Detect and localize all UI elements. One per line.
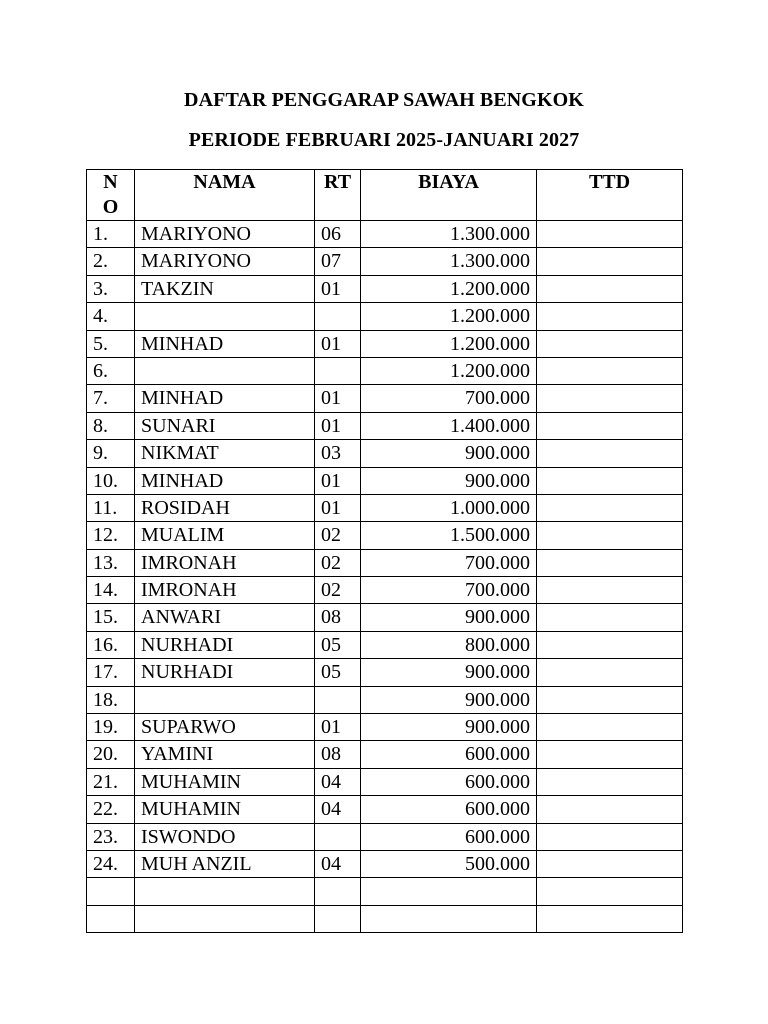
cell-nama: [135, 905, 315, 932]
cell-nama: MUHAMIN: [135, 796, 315, 823]
cell-no: 1.: [87, 221, 135, 248]
cell-no: 21.: [87, 768, 135, 795]
cell-no: 11.: [87, 494, 135, 521]
cell-no: 6.: [87, 357, 135, 384]
table-row: [87, 522, 683, 549]
header-biaya: BIAYA: [361, 170, 537, 221]
table-row: [87, 796, 683, 823]
cell-ttd-signature: [537, 905, 683, 932]
cell-biaya: 600.000: [361, 768, 537, 795]
header-no: NO: [87, 170, 135, 221]
table-row: [87, 659, 683, 686]
cell-ttd-signature: [537, 494, 683, 521]
cell-no: 20.: [87, 741, 135, 768]
table-row: [87, 385, 683, 412]
header-rt: RT: [315, 170, 361, 221]
cell-biaya: 700.000: [361, 549, 537, 576]
cell-biaya: 1.200.000: [361, 357, 537, 384]
cell-rt: [315, 905, 361, 932]
cell-biaya: 600.000: [361, 823, 537, 850]
cell-nama: IMRONAH: [135, 549, 315, 576]
table-row: [87, 303, 683, 330]
cell-rt: 05: [315, 631, 361, 658]
cell-no: 8.: [87, 412, 135, 439]
cell-rt: [315, 878, 361, 905]
cell-biaya: 1.000.000: [361, 494, 537, 521]
cell-rt: 01: [315, 467, 361, 494]
cell-ttd-signature: [537, 303, 683, 330]
cell-rt: 01: [315, 412, 361, 439]
table-row: [87, 686, 683, 713]
cell-rt: 04: [315, 796, 361, 823]
table-row: [87, 275, 683, 302]
table-row: [87, 248, 683, 275]
cell-no: 12.: [87, 522, 135, 549]
cell-rt: 07: [315, 248, 361, 275]
cell-rt: 02: [315, 549, 361, 576]
cell-biaya: 1.500.000: [361, 522, 537, 549]
cell-no: 7.: [87, 385, 135, 412]
cell-nama: [135, 357, 315, 384]
cell-ttd-signature: [537, 549, 683, 576]
cell-nama: SUNARI: [135, 412, 315, 439]
cell-ttd-signature: [537, 357, 683, 384]
cell-biaya: 600.000: [361, 741, 537, 768]
table-row: [87, 823, 683, 850]
document-title: DAFTAR PENGGARAP SAWAH BENGKOK: [184, 89, 584, 111]
cell-no: [87, 878, 135, 905]
cell-ttd-signature: [537, 522, 683, 549]
cell-ttd-signature: [537, 385, 683, 412]
cell-biaya: 900.000: [361, 440, 537, 467]
cell-nama: MINHAD: [135, 330, 315, 357]
cell-nama: MUHAMIN: [135, 768, 315, 795]
cell-nama: [135, 686, 315, 713]
cell-rt: 01: [315, 494, 361, 521]
table-row: [87, 549, 683, 576]
cell-nama: NIKMAT: [135, 440, 315, 467]
table-body: [87, 221, 683, 933]
cell-nama: ANWARI: [135, 604, 315, 631]
cell-no: 24.: [87, 850, 135, 877]
cell-biaya: 1.300.000: [361, 221, 537, 248]
cell-ttd-signature: [537, 631, 683, 658]
cell-rt: 08: [315, 741, 361, 768]
cell-rt: 01: [315, 714, 361, 741]
cell-no: 10.: [87, 467, 135, 494]
cell-rt: 08: [315, 604, 361, 631]
cell-no: 22.: [87, 796, 135, 823]
cell-no: 5.: [87, 330, 135, 357]
document-subtitle: PERIODE FEBRUARI 2025-JANUARI 2027: [188, 129, 580, 151]
cell-no: 3.: [87, 275, 135, 302]
cell-ttd-signature: [537, 850, 683, 877]
cell-rt: 02: [315, 577, 361, 604]
cell-ttd-signature: [537, 823, 683, 850]
cell-nama: ISWONDO: [135, 823, 315, 850]
cell-ttd-signature: [537, 659, 683, 686]
cell-rt: 02: [315, 522, 361, 549]
cell-ttd-signature: [537, 796, 683, 823]
cell-nama: [135, 878, 315, 905]
cell-ttd-signature: [537, 440, 683, 467]
cell-biaya: 1.200.000: [361, 330, 537, 357]
cell-no: 19.: [87, 714, 135, 741]
cell-no: 18.: [87, 686, 135, 713]
cell-ttd-signature: [537, 577, 683, 604]
cell-rt: 03: [315, 440, 361, 467]
cell-nama: MUALIM: [135, 522, 315, 549]
table-row: [87, 494, 683, 521]
cell-ttd-signature: [537, 878, 683, 905]
cell-biaya: 700.000: [361, 385, 537, 412]
cell-nama: MARIYONO: [135, 221, 315, 248]
cell-rt: 05: [315, 659, 361, 686]
cell-rt: [315, 686, 361, 713]
table-row: [87, 221, 683, 248]
header-ttd: TTD: [537, 170, 683, 221]
cell-biaya: 1.200.000: [361, 303, 537, 330]
cell-no: 14.: [87, 577, 135, 604]
cell-ttd-signature: [537, 275, 683, 302]
cell-nama: YAMINI: [135, 741, 315, 768]
cell-rt: 04: [315, 850, 361, 877]
cell-rt: 01: [315, 275, 361, 302]
cell-biaya: 700.000: [361, 577, 537, 604]
cell-ttd-signature: [537, 686, 683, 713]
cell-nama: MUH ANZIL: [135, 850, 315, 877]
cell-nama: NURHADI: [135, 631, 315, 658]
cell-ttd-signature: [537, 330, 683, 357]
table-row: [87, 878, 683, 905]
cell-no: 13.: [87, 549, 135, 576]
cell-nama: IMRONAH: [135, 577, 315, 604]
cell-rt: 04: [315, 768, 361, 795]
cell-biaya: 1.200.000: [361, 275, 537, 302]
table-row: [87, 768, 683, 795]
cell-biaya: 800.000: [361, 631, 537, 658]
cell-nama: NURHADI: [135, 659, 315, 686]
cell-ttd-signature: [537, 768, 683, 795]
cell-biaya: 900.000: [361, 467, 537, 494]
table-row: [87, 330, 683, 357]
cell-ttd-signature: [537, 248, 683, 275]
cell-biaya: 900.000: [361, 714, 537, 741]
table-row: [87, 577, 683, 604]
table-row: [87, 467, 683, 494]
header-nama: NAMA: [135, 170, 315, 221]
cell-no: 16.: [87, 631, 135, 658]
table-row: [87, 631, 683, 658]
cell-biaya: 1.300.000: [361, 248, 537, 275]
cell-biaya: 900.000: [361, 604, 537, 631]
table-header-row: [87, 170, 683, 221]
table-row: [87, 357, 683, 384]
cell-nama: [135, 303, 315, 330]
cell-nama: MINHAD: [135, 467, 315, 494]
cell-rt: [315, 357, 361, 384]
cell-ttd-signature: [537, 604, 683, 631]
table-row: [87, 850, 683, 877]
cell-biaya: 600.000: [361, 796, 537, 823]
cell-biaya: 900.000: [361, 659, 537, 686]
cell-no: [87, 905, 135, 932]
cell-no: 17.: [87, 659, 135, 686]
cell-nama: MARIYONO: [135, 248, 315, 275]
cell-no: 2.: [87, 248, 135, 275]
cell-rt: 01: [315, 385, 361, 412]
table-row: [87, 440, 683, 467]
farmer-roster-table: [86, 169, 683, 933]
cell-no: 23.: [87, 823, 135, 850]
cell-ttd-signature: [537, 467, 683, 494]
cell-ttd-signature: [537, 714, 683, 741]
cell-ttd-signature: [537, 221, 683, 248]
cell-no: 15.: [87, 604, 135, 631]
cell-no: 4.: [87, 303, 135, 330]
cell-rt: [315, 303, 361, 330]
cell-ttd-signature: [537, 412, 683, 439]
cell-rt: 06: [315, 221, 361, 248]
table-row: [87, 714, 683, 741]
cell-biaya: [361, 905, 537, 932]
cell-biaya: 900.000: [361, 686, 537, 713]
cell-rt: 01: [315, 330, 361, 357]
table-row: [87, 905, 683, 932]
table-row: [87, 741, 683, 768]
cell-biaya: 500.000: [361, 850, 537, 877]
cell-no: 9.: [87, 440, 135, 467]
cell-nama: SUPARWO: [135, 714, 315, 741]
cell-biaya: 1.400.000: [361, 412, 537, 439]
cell-nama: MINHAD: [135, 385, 315, 412]
cell-ttd-signature: [537, 741, 683, 768]
cell-nama: ROSIDAH: [135, 494, 315, 521]
table-row: [87, 604, 683, 631]
cell-nama: TAKZIN: [135, 275, 315, 302]
cell-rt: [315, 823, 361, 850]
table-row: [87, 412, 683, 439]
cell-biaya: [361, 878, 537, 905]
